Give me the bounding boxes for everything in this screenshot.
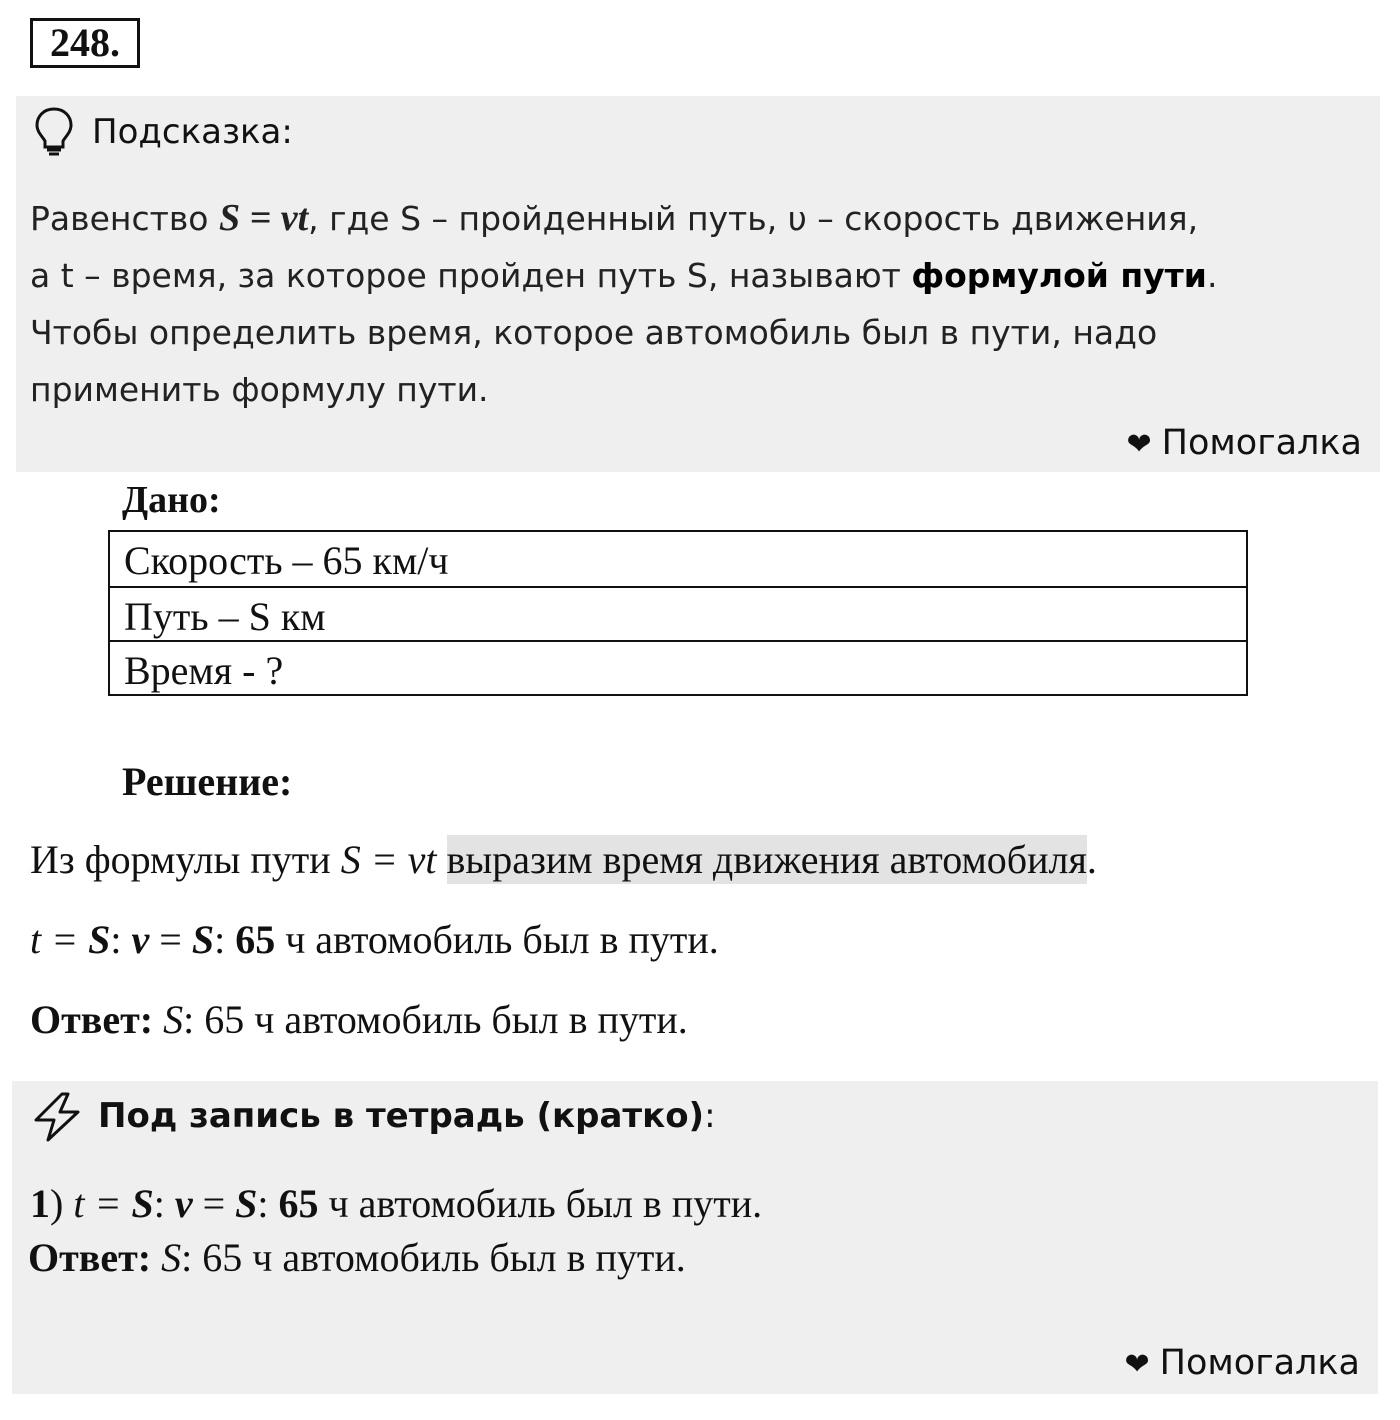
- notes-title: Под запись в тетрадь (кратко):: [98, 1096, 716, 1136]
- path-formula: S = vt: [218, 197, 309, 239]
- notes-item-1: 1) t = S: v = S: 65 ч автомобиль был в пути.: [30, 1181, 763, 1226]
- lightning-icon: [30, 1090, 84, 1144]
- credit-link[interactable]: ❤ Помогалка: [1124, 1343, 1360, 1383]
- hint-text: Равенство S = vt, где S – пройденный путь, υ – скорость движения, а t – время, за которое пройден путь S, называют формулой пути. Чтобы определить время, которое автомобиль был в пути, надо применить формулу пути.: [30, 197, 1218, 409]
- hint-title: Подсказка:: [92, 112, 293, 152]
- solution-label: Решение:: [122, 759, 293, 804]
- credit-link[interactable]: ❤ Помогалка: [1126, 423, 1362, 463]
- keyword-path-formula: формулой пути: [911, 256, 1207, 295]
- given-row-distance: Путь – S км: [110, 586, 1246, 640]
- solution-line-1: Из формулы пути S = vt выразим время движения автомобиля.: [30, 837, 1097, 882]
- given-row-speed: Скорость – 65 км/ч: [124, 538, 449, 583]
- given-row-time: Время - ?: [110, 640, 1246, 694]
- given-table: [108, 530, 1248, 696]
- lightbulb-icon: [34, 106, 74, 158]
- notes-answer: Ответ: S: 65 ч автомобиль был в пути.: [28, 1235, 686, 1280]
- solution-answer: Ответ: S: 65 ч автомобиль был в пути.: [30, 997, 688, 1042]
- heart-icon: ❤: [1126, 427, 1152, 462]
- heart-icon: ❤: [1124, 1347, 1150, 1382]
- solution-line-2: t = S: v = S: 65 ч автомобиль был в пути.: [30, 917, 719, 962]
- given-label: Дано:: [122, 479, 221, 521]
- problem-number: 248.: [30, 18, 140, 68]
- highlighted-text: выразим время движения автомобиля: [446, 837, 1087, 882]
